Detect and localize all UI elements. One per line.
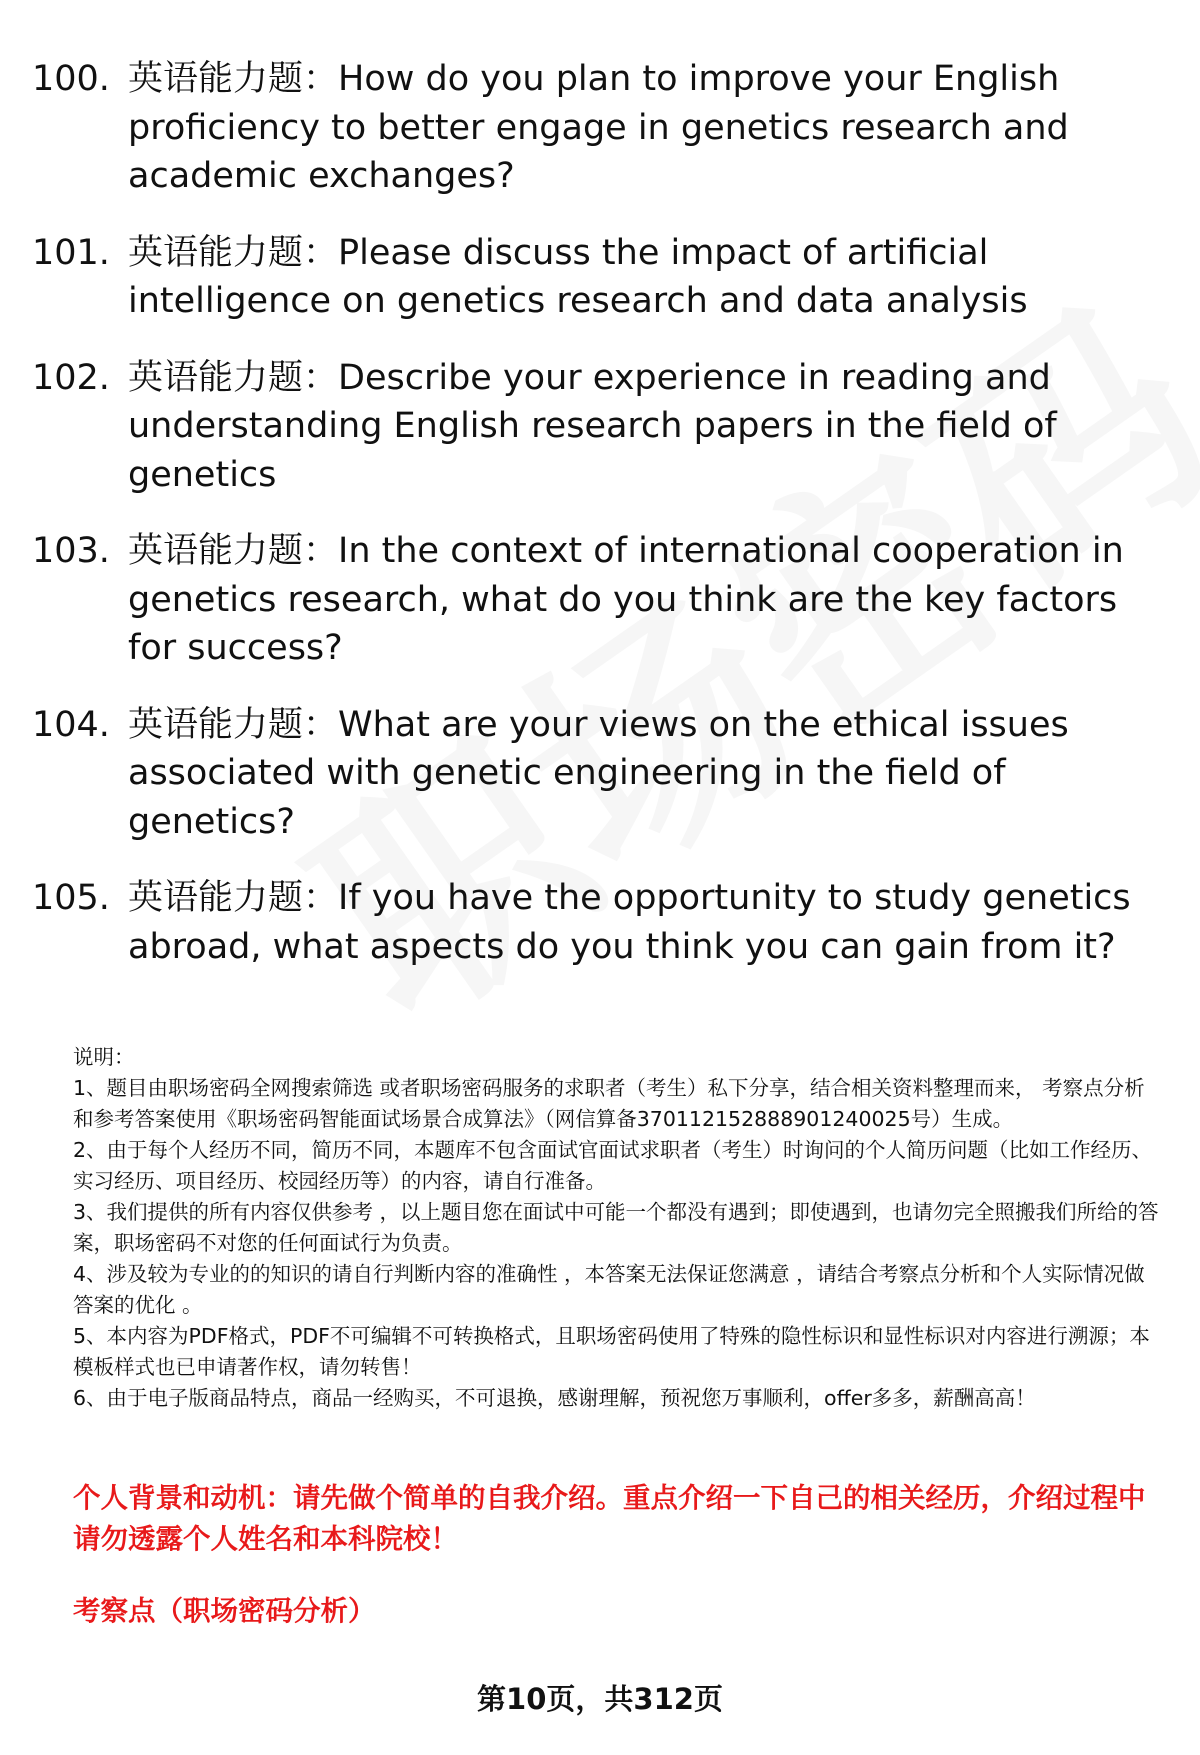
question-number: 100. — [32, 59, 110, 99]
question-text: Please discuss the impact of artificial intelligence on genetics research and data analysis — [128, 232, 1028, 321]
question-number: 102. — [32, 357, 110, 398]
question-body — [128, 701, 1162, 847]
question-label: 英语能力题： — [128, 878, 339, 918]
note-item: 2、由于每个人经历不同，简历不同，本题库不包含面试官面试求职者（考生）时询问的个人简历问题（比如工作经历、实习经历、项目经历、校园经历等）的内容，请自行准备。 — [73, 1138, 1153, 1193]
question-label: 英语能力题： — [128, 531, 339, 571]
question-text: In the context of international cooperation in genetics research, what do you think are the key factors for success? — [128, 531, 1124, 668]
note-item: 3、我们提供的所有内容仅供参考 ，以上题目您在面试中可能一个都没有遇到；即使遇到，也请勿完全照搬我们所给的答案，职场密码不对您的任何面试行为负责。 — [73, 1200, 1159, 1255]
question-item — [32, 527, 1162, 673]
question-text: How do you plan to improve your English proficiency to better engage in genetics research and academic exchanges? — [128, 59, 1069, 196]
note-item: 6、由于电子版商品特点，商品一经购买，不可退换，感谢理解，预祝您万事顺利，offer多多，薪酬高高！ — [73, 1386, 1036, 1410]
question-text: Describe your experience in reading and understanding English research papers in the field of genetics — [128, 357, 1057, 495]
assessment-point-heading: 考察点（职场密码分析） — [73, 1595, 376, 1627]
motivation-question: 个人背景和动机：请先做个简单的自我介绍。重点介绍一下自己的相关经历，介绍过程中请勿透露个人姓名和本科院校！ — [73, 1482, 1146, 1555]
question-item — [32, 229, 1162, 326]
question-item — [32, 354, 1162, 500]
question-item — [32, 55, 1162, 201]
question-list — [32, 55, 1162, 999]
question-text: If you have the opportunity to study genetics abroad, what aspects do you think you can gain from it? — [128, 878, 1131, 967]
question-label: 英语能力题： — [128, 704, 339, 745]
question-body — [128, 55, 1162, 201]
question-body — [128, 354, 1162, 500]
question-label: 英语能力题： — [128, 357, 339, 398]
question-item — [32, 874, 1162, 971]
question-body — [128, 229, 1162, 326]
question-label: 英语能力题： — [128, 59, 339, 99]
question-number: 103. — [32, 531, 110, 571]
question-label: 英语能力题： — [128, 232, 339, 273]
question-item — [32, 701, 1162, 847]
question-number: 101. — [32, 232, 110, 273]
note-item: 5、本内容为PDF格式，PDF不可编辑不可转换格式，且职场密码使用了特殊的隐性标识和显性标识对内容进行溯源；本模板样式也已申请著作权，请勿转售！ — [73, 1324, 1150, 1379]
note-item: 1、题目由职场密码全网搜索筛选 或者职场密码服务的求职者（考生）私下分享，结合相关资料整理而来， 考察点分析和参考答案使用《职场密码智能面试场景合成算法》（网信算备370112152888901240025号）生成。 — [73, 1076, 1145, 1131]
note-item: 4、涉及较为专业的的知识的请自行判断内容的准确性 ，本答案无法保证您满意 ，请结合考察点分析和个人实际情况做答案的优化 。 — [73, 1262, 1145, 1317]
question-number: 104. — [32, 704, 110, 745]
question-body — [128, 874, 1162, 971]
notes-section — [73, 1042, 1163, 1414]
notes-heading: 说明： — [73, 1045, 135, 1069]
question-text: What are your views on the ethical issues associated with genetic engineering in the field of genetics? — [128, 704, 1069, 842]
page-footer: 第10页，共312页 — [477, 1682, 723, 1716]
question-body — [128, 527, 1162, 673]
question-number: 105. — [32, 878, 110, 918]
